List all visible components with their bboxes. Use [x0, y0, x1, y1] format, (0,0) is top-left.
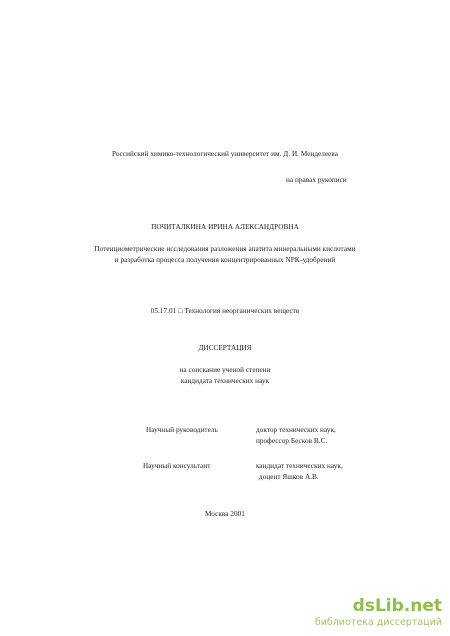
supervisor-name: профессор Бесков В.С. [256, 437, 328, 445]
author-name: ПОЧИТАЛКИНА ИРИНА АЛЕКСАНДРОВНА [151, 223, 299, 231]
document-type: ДИССЕРТАЦИЯ [198, 344, 252, 352]
city-year: Москва 2001 [205, 510, 245, 518]
dslib-watermark [314, 596, 442, 630]
specialty-code: 05.17.01 □ Технология неорганических веществ [150, 307, 300, 315]
title-line-1: Потенциометрические исследования разложения апатита минеральными кислотами [94, 245, 356, 253]
dslib-logo: dsLib.net [352, 596, 442, 616]
consultant-name: доцент Яшков А.В. [259, 473, 319, 481]
manuscript-rights-note: на правах рукописи [286, 176, 347, 184]
consultant-label: Научный консультант [143, 462, 211, 470]
university-name: Российский химико-технологический университет им. Д. И. Менделеева [111, 150, 339, 158]
degree-line-2: кандидата технических наук [180, 377, 270, 385]
dslib-subtitle: библиотека диссертаций [314, 617, 442, 628]
consultant-degree: кандидат технических наук, [256, 462, 343, 470]
degree-line-1: на соискание ученой степени [179, 366, 271, 374]
title-line-2: и разработка процесса получения концентрированных NPK-удобрений [114, 256, 336, 264]
supervisor-label: Научный руководитель [146, 426, 218, 434]
supervisor-degree: доктор технических наук, [256, 426, 336, 434]
